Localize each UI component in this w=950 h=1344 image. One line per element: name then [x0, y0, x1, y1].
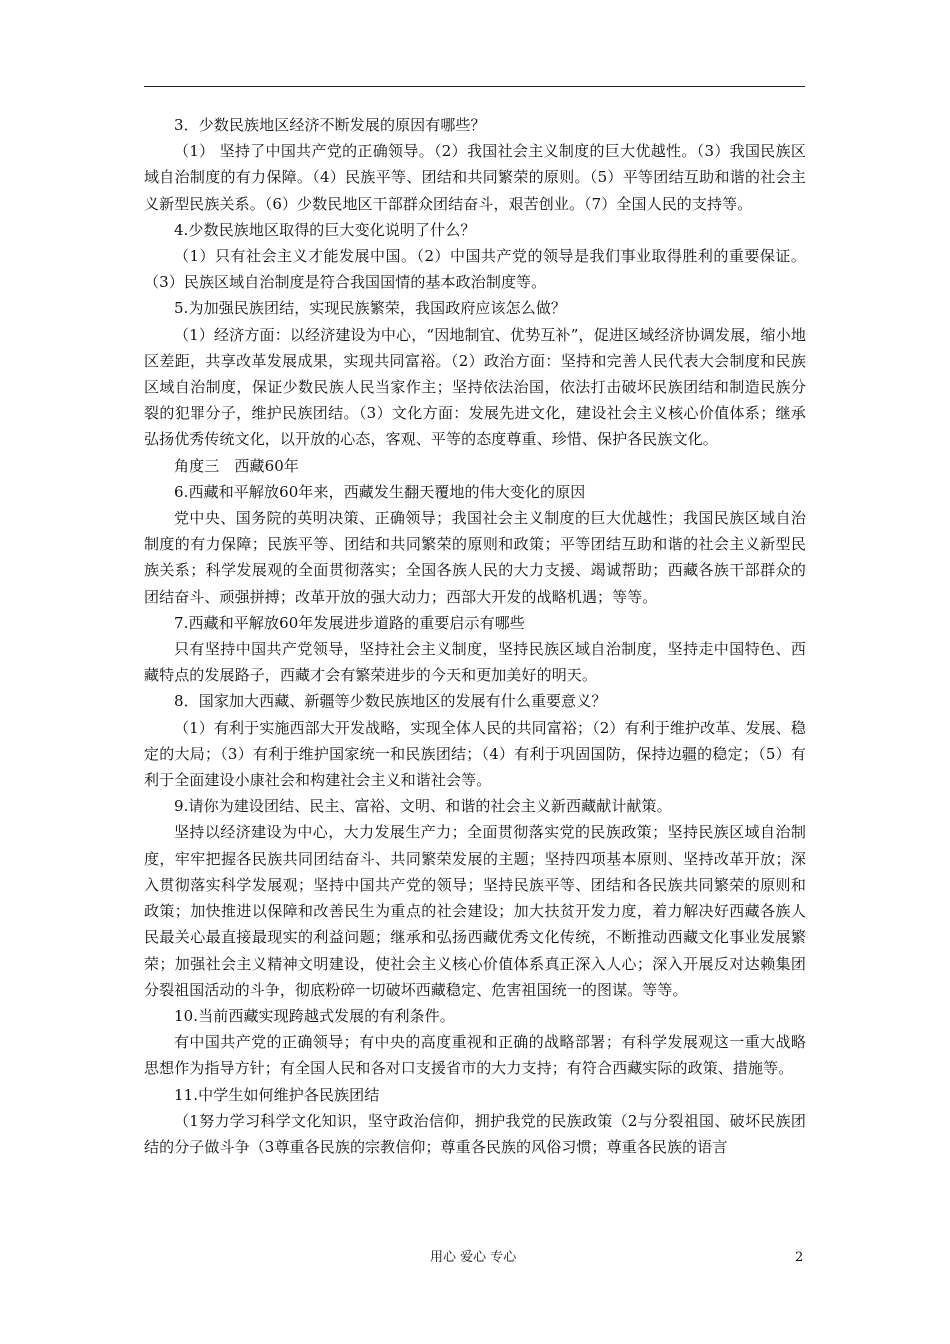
answer-11: （1努力学习科学文化知识，坚守政治信仰，拥护我党的民族政策（2与分裂祖国、破坏民族团结的分子做斗争（3尊重各民族的宗教信仰；尊重各民族的风俗习惯；尊重各民族的语言 [144, 1111, 806, 1156]
question-10: 10.当前西藏实现跨越式发展的有利条件。 [174, 1006, 455, 1025]
answer-10: 有中国共产党的正确领导；有中央的高度重视和正确的战略部署；有科学发展观这一重大战略思想作为指导方针；有全国人民和各对口支援省市的大力支持；有符合西藏实际的政策、措施等。 [144, 1033, 806, 1078]
answer-9: 坚持以经济建设为中心，大力发展生产力；全面贯彻落实党的民族政策；坚持民族区域自治制度，牢牢把握各民族共同团结奋斗、共同繁荣发展的主题；坚持四项基本原则、坚持改革开放；深入贯彻落实科学发展观；坚持中国共产党的领导；坚持民族平等、团结和各民族共同繁荣的原则和政策；加快推进以保障和改善民生为重点的社会建设；加大扶贫开发力度，着力解决好西藏各族人民最关心最直接最现实的利益问题；继承和弘扬西藏优秀文化传统，不断推动西藏文化事业发展繁荣；加强社会主义精神文明建设，使社会主义核心价值体系真正深入人心；深入开展反对达赖集团分裂祖国活动的斗争，彻底粉碎一切破坏西藏稳定、危害祖国统一的图谋。等等。 [144, 823, 806, 999]
question-8: 8．国家加大西藏、新疆等少数民族地区的发展有什么重要意义？ [174, 692, 607, 711]
footer-text: 用心 爱心 专心 [430, 1250, 517, 1265]
question-7: 7.西藏和平解放60年发展进步道路的重要启示有哪些 [174, 613, 525, 632]
question-11: 11.中学生如何维护各民族团结 [174, 1085, 380, 1104]
answer-6: 党中央、国务院的英明决策、正确领导；我国社会主义制度的巨大优越性；我国民族区域自治制度的有力保障；民族平等、团结和共同繁荣的原则和政策；平等团结互助和谐的社会主义新型民族关系；科学发展观的全面贯彻落实；全国各族人民的大力支援、竭诚帮助；西藏各族干部群众的团结奋斗、顽强拼搏；改革开放的强大动力；西部大开发的战略机遇；等等。 [144, 509, 806, 606]
answer-7: 只有坚持中国共产党领导，坚持社会主义制度，坚持民族区域自治制度，坚持走中国特色、西藏特点的发展路子，西藏才会有繁荣进步的今天和更加美好的明天。 [144, 640, 806, 685]
page-number: 2 [795, 1250, 804, 1265]
section-heading: 角度三 西藏60年 [174, 456, 299, 475]
question-6: 6.西藏和平解放60年来，西藏发生翻天覆地的伟大变化的原因 [174, 482, 586, 501]
question-4: 4.少数民族地区取得的巨大变化说明了什么？ [174, 220, 476, 239]
answer-3: （1） 坚持了中国共产党的正确领导。（2）我国社会主义制度的巨大优越性。（3）我国民族区域自治制度的有力保障。（4）民族平等、团结和共同繁荣的原则。（5）平等团结互助和谐的社会主义新型民族关系。（6）少数民地区干部群众团结奋斗，艰苦创业。（7）全国人民的支持等。 [144, 142, 806, 213]
question-5: 5.为加强民族团结，实现民族繁荣，我国政府应该怎么做？ [174, 299, 567, 318]
answer-5: （1）经济方面：以经济建设为中心，“因地制宜、优势互补”，促进区域经济协调发展，缩小地区差距，共享改革发展成果，实现共同富裕。（2）政治方面：坚持和完善人民代表大会制度和民族区域自治制度，保证少数民族人民当家作主；坚持依法治国，依法打击破坏民族团结和制造民族分裂的犯罪分子，维护民族团结。（3）文化方面：发展先进文化，建设社会主义核心价值体系；继承弘扬优秀传统文化，以开放的心态，客观、平等的态度尊重、珍惜、保护各民族文化。 [144, 325, 806, 449]
document-body [144, 112, 806, 1160]
question-3: 3．少数民族地区经济不断发展的原因有哪些？ [174, 116, 486, 134]
header-rule [144, 86, 805, 87]
answer-8: （1）有利于实施西部大开发战略，实现全体人民的共同富裕；（2）有利于维护改革、发展、稳定的大局；（3）有利于维护国家统一和民族团结；（4）有利于巩固国防，保持边疆的稳定；（5）有利于全面建设小康社会和构建社会主义和谐社会等。 [144, 718, 806, 790]
question-9: 9.请你为建设团结、民主、富裕、文明、和谐的社会主义新西藏献计献策。 [174, 797, 672, 816]
answer-4: （1）只有社会主义才能发展中国。（2）中国共产党的领导是我们事业取得胜利的重要保证。（3）民族区域自治制度是符合我国国情的基本政治制度等。 [144, 247, 806, 292]
